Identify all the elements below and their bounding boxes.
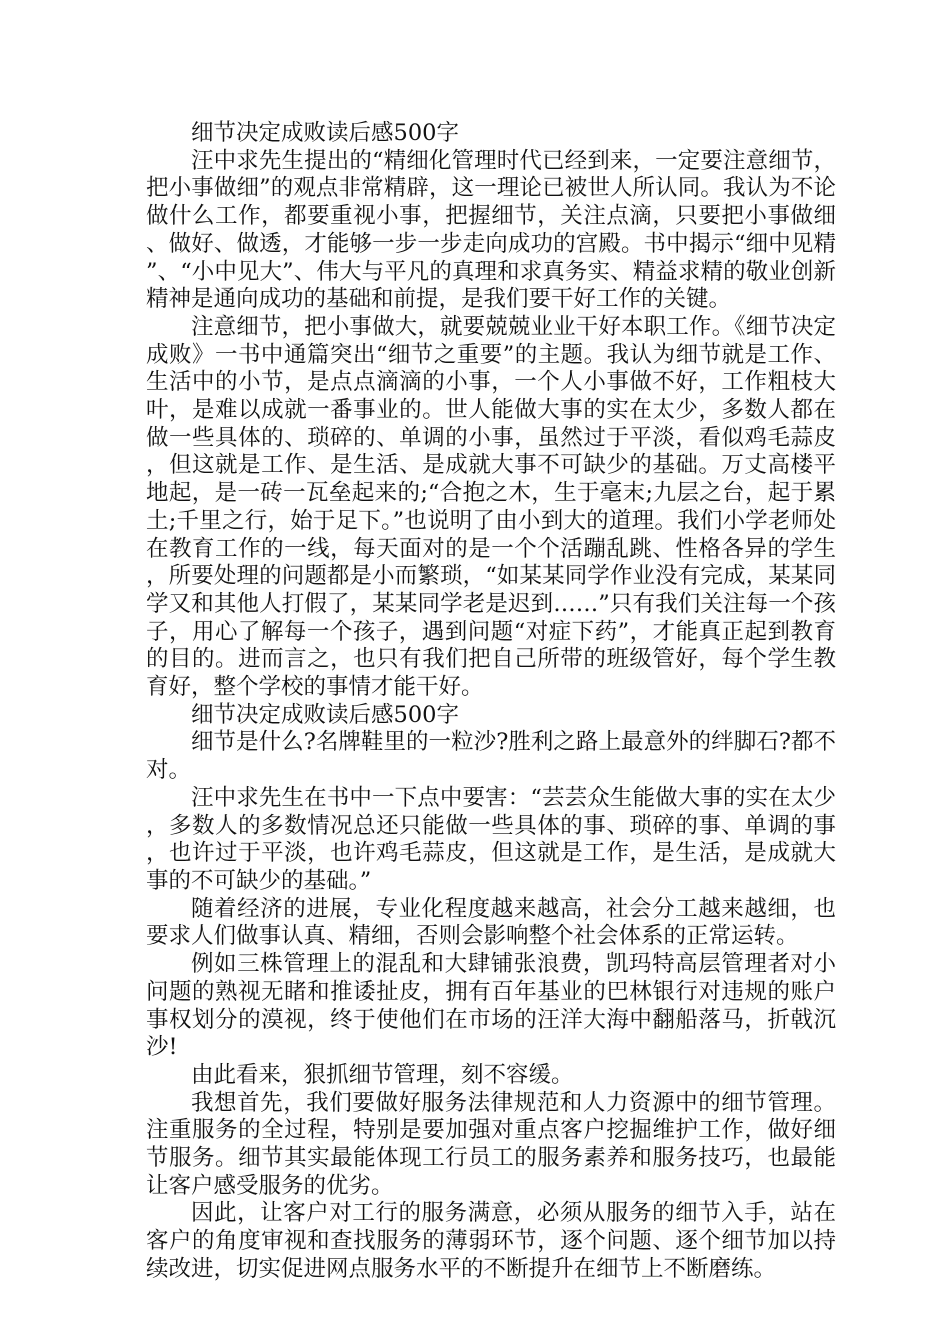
essay-title: 细节决定成败读后感500字: [191, 120, 459, 146]
body-paragraph: 汪中求先生在书中一下点中要害：“芸芸众生能做大事的实在太少，多数人的多数情况总还只能做一些具体的事、琐碎的事、单调的事，也许过于平淡，也许鸡毛蒜皮，但这就是工作，是生活，是成就大事的不可缺少的基础。”: [146, 784, 836, 894]
body-paragraph: 细节是什么?名牌鞋里的一粒沙?胜利之路上最意外的绊脚石?都不对。: [146, 729, 836, 784]
body-paragraph: 由此看来，狠抓细节管理，刻不容缓。: [191, 1061, 574, 1088]
body-paragraph: 汪中求先生提出的“精细化管理时代已经到来，一定要注意细节，把小事做细”的观点非常精辟，这一理论已被世人所认同。我认为不论做什么工作，都要重视小事，把握细节，关注点滴，只要把小事做细、做好、做透，才能够一步一步走向成功的宫殿。书中揭示“细中见精”、“小中见大”、伟大与平凡的真理和求真务实、精益求精的敬业创新精神是通向成功的基础和前提，是我们要干好工作的关键。: [146, 147, 836, 313]
body-paragraph: 注意细节，把小事做大，就要兢兢业业干好本职工作。《细节决定成败》一书中通篇突出“细节之重要”的主题。我认为细节就是工作、生活中的小节，是点点滴滴的小事，一个人小事做不好，工作粗枝大叶，是难以成就一番事业的。世人能做大事的实在太少，多数人都在做一些具体的、琐碎的、单调的小事，虽然过于平淡，看似鸡毛蒜皮，但这就是工作、是生活、是成就大事不可缺少的基础。万丈高楼平地起，是一砖一瓦垒起来的;“合抱之木，生于毫末;九层之台，起于累土;千里之行，始于足下。”也说明了由小到大的道理。我们小学老师处在教育工作的一线，每天面对的是一个个活蹦乱跳、性格各异的学生，所要处理的问题都是小而繁琐，“如某某同学作业没有完成，某某同学又和其他人打假了，某某同学老是迟到……”只有我们关注每一个孩子，用心了解每一个孩子，遇到问题“对症下药”，才能真正起到教育的目的。进而言之，也只有我们把自己所带的班级管好，每个学生教育好，整个学校的事情才能干好。: [146, 313, 836, 701]
body-paragraph: 因此，让客户对工行的服务满意，必须从服务的细节入手，站在客户的角度审视和查找服务的薄弱环节，逐个问题、逐个细节加以持续改进，切实促进网点服务水平的不断提升在细节上不断磨练。: [146, 1200, 836, 1282]
body-paragraph: 我想首先，我们要做好服务法律规范和人力资源中的细节管理。注重服务的全过程，特别是要加强对重点客户挖掘维护工作，做好细节服务。细节其实最能体现工行员工的服务素养和服务技巧，也最能让客户感受服务的优劣。: [146, 1089, 836, 1199]
body-paragraph: 例如三株管理上的混乱和大肆铺张浪费，凯玛特高层管理者对小问题的熟视无睹和推诿扯皮，拥有百年基业的巴林银行对违规的账户事权划分的漠视，终于使他们在市场的汪洋大海中翻船落马，折戟沉沙!: [146, 951, 836, 1061]
body-paragraph: 随着经济的进展，专业化程度越来越高，社会分工越来越细，也要求人们做事认真、精细，否则会影响整个社会体系的正常运转。: [146, 895, 836, 950]
document-page: [146, 120, 836, 1284]
essay-title: 细节决定成败读后感500字: [191, 701, 459, 728]
